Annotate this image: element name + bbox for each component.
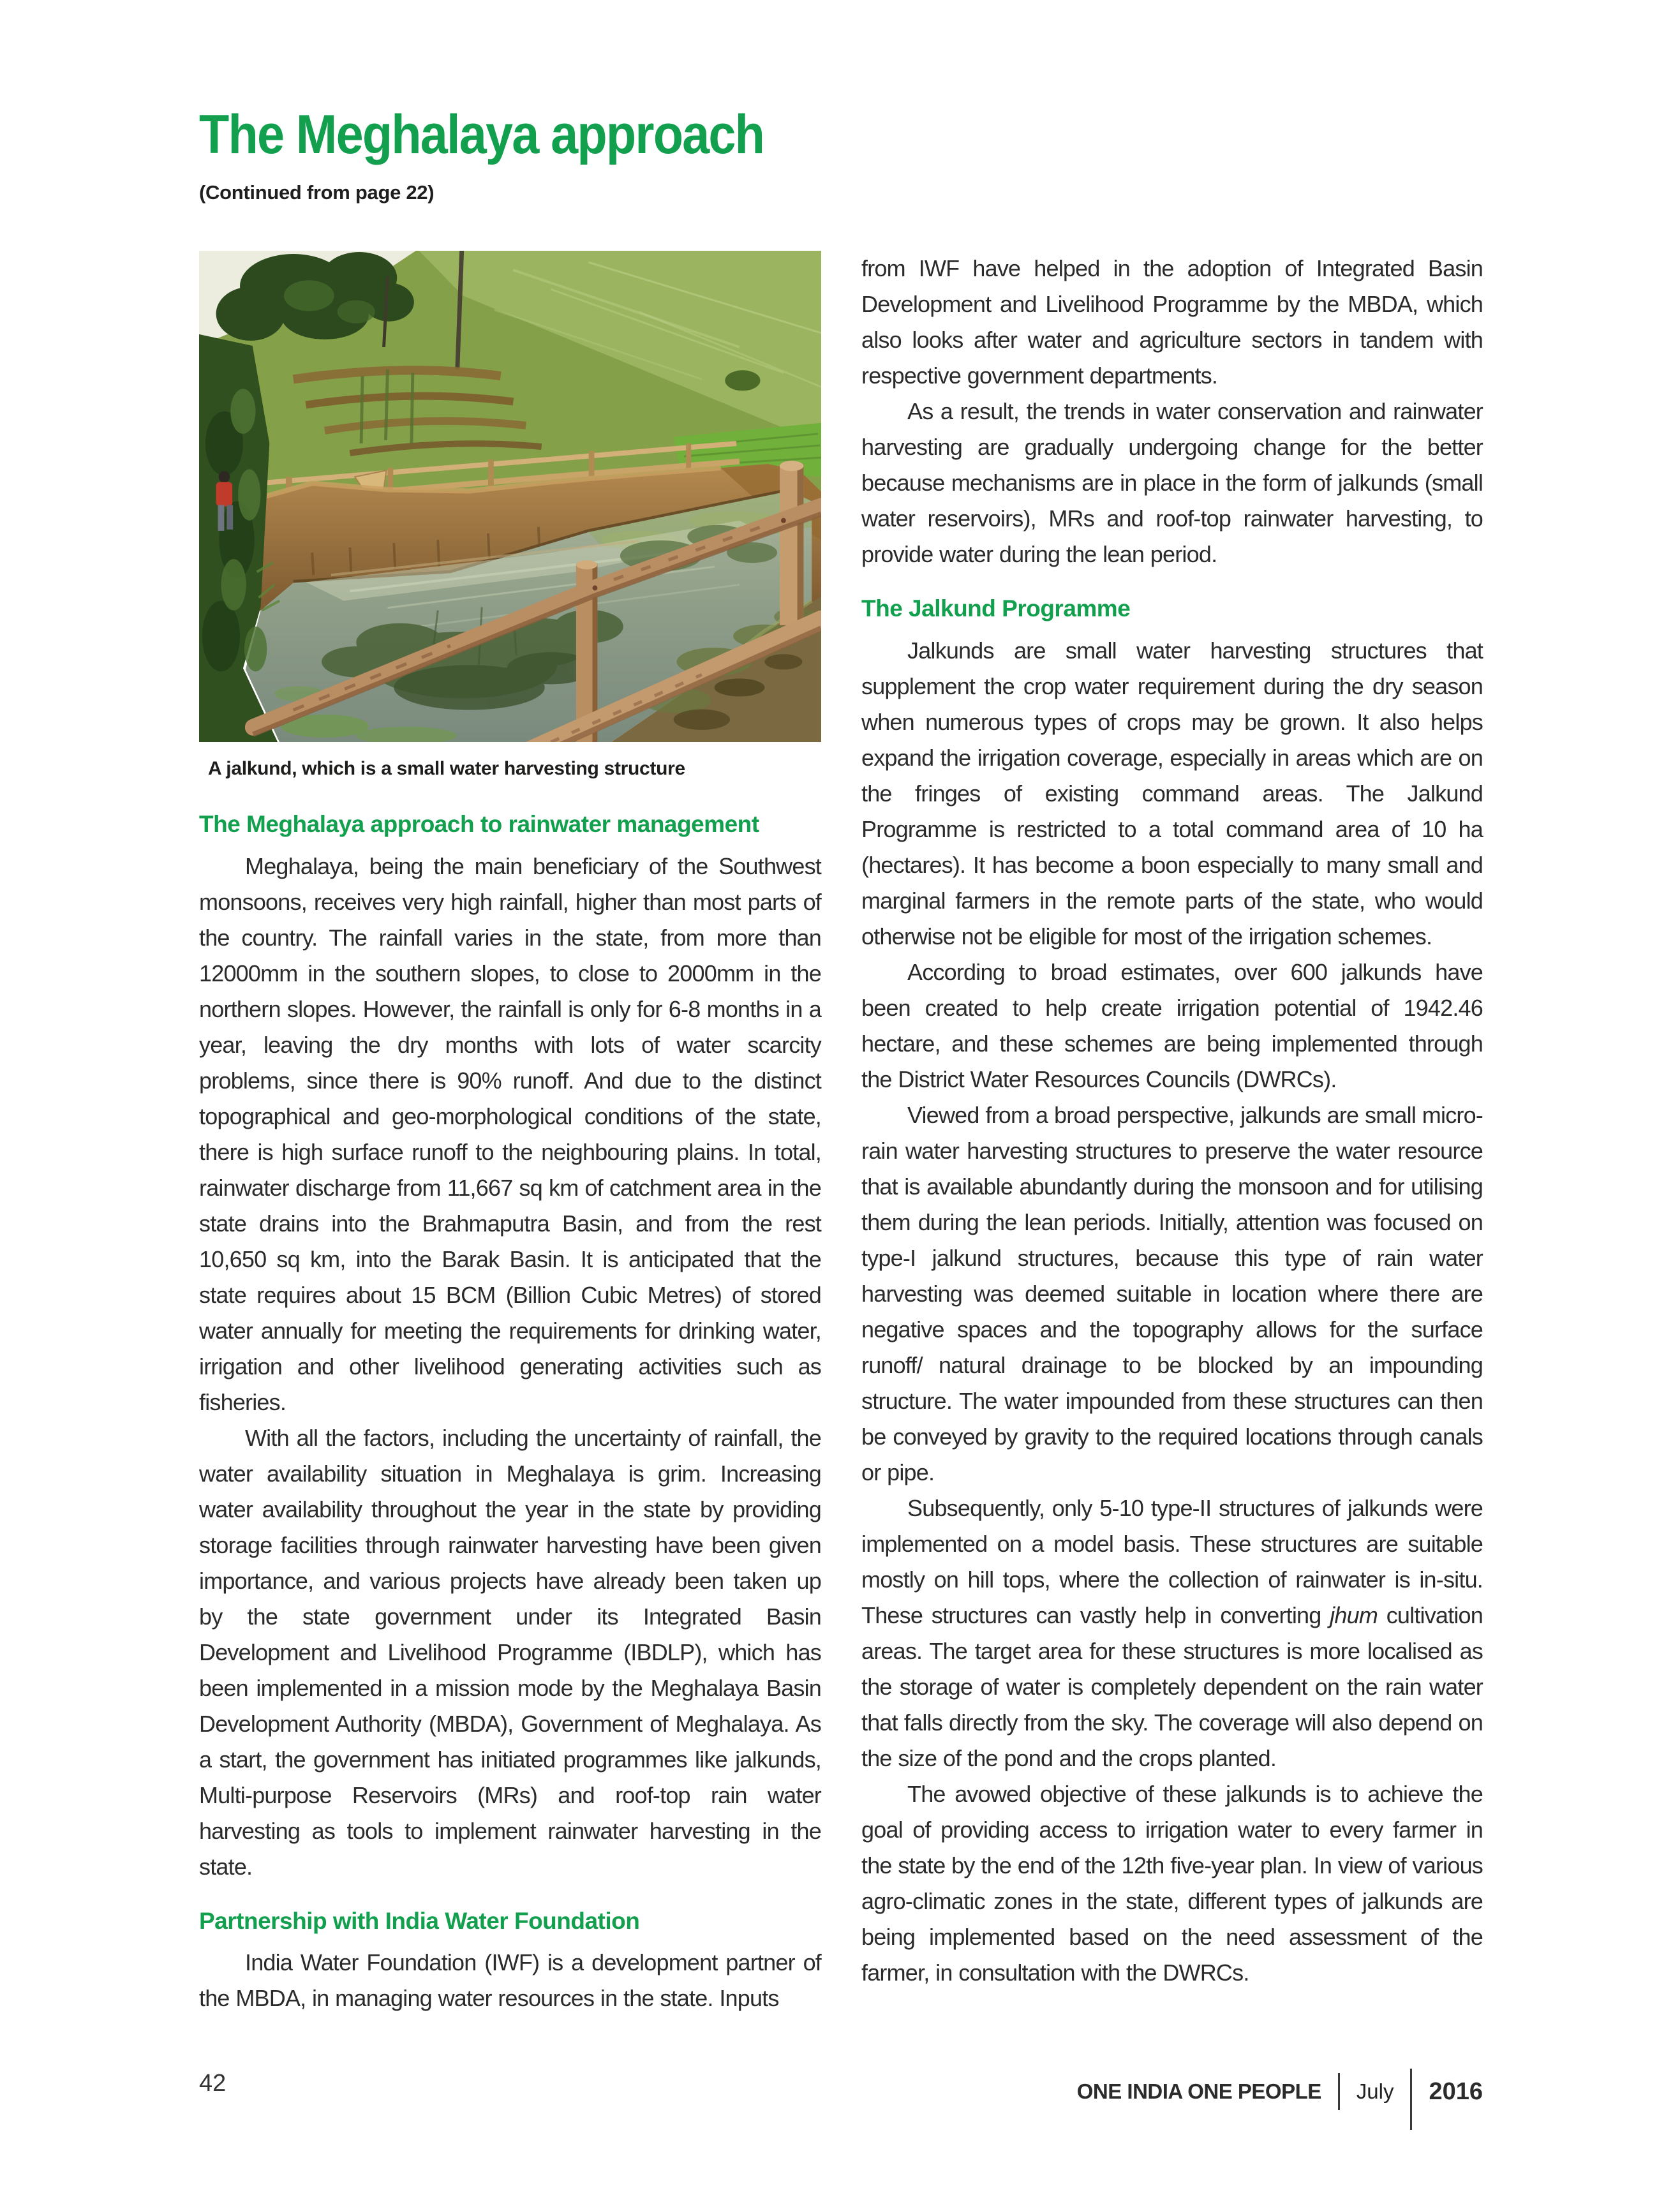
article-paragraph: from IWF have helped in the adoption of Integrated Basin Development and Livelihood Programme by the MBDA, which also looks after water and agriculture sectors in tandem with respective government departments. xyxy=(861,255,1483,389)
left-column xyxy=(199,251,821,2016)
left-column-body xyxy=(199,811,821,2016)
article-paragraph: India Water Foundation (IWF) is a development partner of the MBDA, in managing water resources in the state. Inputs xyxy=(199,1949,821,2012)
masthead xyxy=(199,104,827,204)
article-paragraph: Subsequently, only 5-10 type-II structures of jalkunds were implemented on a model basis. These structures are suitable mostly on hill tops, where the collection of rainwater is in-situ. These structures can vastly help in converting jhum cultivation areas. The target area for these structures is more localised as the storage of water is completely dependent on the rain water that falls directly from the sky. The coverage will also depend on the size of the pond and the crops planted. xyxy=(861,1494,1483,1771)
footer-divider-tall xyxy=(1410,2069,1412,2130)
section-heading: The Jalkund Programme xyxy=(861,595,1131,621)
footer-year: 2016 xyxy=(1429,2078,1483,2105)
article-paragraph: The avowed objective of these jalkunds is to achieve the goal of providing access to irrigation water to every farmer in the state by the end of the 12th five-year plan. In view of various agro-climatic zones in the state, different types of jalkunds are being implemented based on the need assessment of the farmer, in consultation with the DWRCs. xyxy=(861,1780,1483,1986)
page-footer xyxy=(199,2061,1483,2122)
footer-month: July xyxy=(1356,2079,1394,2103)
article-paragraph: Viewed from a broad perspective, jalkunds are small micro-rain water harvesting structures to preserve the water resource that is available abundantly during the monsoon and for utilising them during the lean periods. Initially, attention was focused on type-I jalkund structures, because this type of rain water harvesting was deemed suitable in location where there are negative spaces and the topography allows for the surface runoff/ natural drainage to be blocked by an impounding structure. The water impounded from these structures can then be conveyed by gravity to the required locations through canals or pipe. xyxy=(861,1101,1483,1485)
article-paragraph: With all the factors, including the uncertainty of rainfall, the water availability situation in Meghalaya is grim. Increasing water availability throughout the year in the state by providing storage facilities through rainwater harvesting have been given importance, and various projects have already been taken up by the state government under its Integrated Basin Development and Livelihood Programme (IBDLP), which has been implemented in a mission mode by the Meghalaya Basin Development Authority (MBDA), Government of Meghalaya. As a start, the government has initiated programmes like jalkunds, Multi-purpose Reservoirs (MRs) and roof-top rain water harvesting as tools to implement rainwater harvesting in the state. xyxy=(199,1424,821,1880)
article-columns xyxy=(199,251,1483,2016)
page-number: 42 xyxy=(199,2070,227,2097)
article-paragraph: Jalkunds are small water harvesting structures that supplement the crop water requirement during the dry season when numerous types of crops may be grown. It also helps expand the irrigation coverage, especially in areas which are on the fringes of existing command areas. The Jalkund Programme is restricted to a total command area of 10 ha (hectares). It has become a boon especially to many small and marginal farmers in the remote parts of the state, who would otherwise not be eligible for most of the irrigation schemes. xyxy=(861,637,1483,949)
section-heading: Partnership with India Water Foundation xyxy=(199,1907,640,1934)
magazine-name: ONE INDIA ONE PEOPLE xyxy=(1076,2079,1321,2103)
right-column xyxy=(861,251,1483,2016)
jalkund-photo-illustration xyxy=(199,251,821,742)
article-paragraph: According to broad estimates, over 600 jalkunds have been created to help create irrigation potential of 1942.46 hectare, and these schemes are being implemented through the District Water Resources Councils (DWRCs). xyxy=(861,958,1483,1092)
footer-divider xyxy=(1338,2073,1340,2110)
photo-caption: A jalkund, which is a small water harvesting structure xyxy=(208,758,685,779)
article-paragraph: Meghalaya, being the main beneficiary of the Southwest monsoons, receives very high rainfall, higher than most parts of the country. The rainfall varies in the state, from more than 12000mm in the southern slopes, to close to 2000mm in the northern slopes. However, the rainfall is only for 6-8 months in a year, leaving the dry months with lots of water scarcity problems, since there is 90% runoff. And due to the distinct topographical and geo-morphological conditions of the state, there is high surface runoff to the neighbouring plains. In total, rainwater discharge from 11,667 sq km of catchment area in the state drains into the Brahmaputra Basin, and from the rest 10,650 sq km, into the Barak Basin. It is anticipated that the state requires about 15 BCM (Billion Cubic Metres) of stored water annually for meeting the requirements for drinking water, irrigation and other livelihood generating activities such as fisheries. xyxy=(199,852,821,1415)
jalkund-photo xyxy=(199,251,821,742)
section-heading: The Meghalaya approach to rainwater management xyxy=(199,811,759,837)
footer-right xyxy=(1077,2061,1483,2122)
article-paragraph: As a result, the trends in water conservation and rainwater harvesting are gradually undergoing change for the better because mechanisms are in place in the form of jalkunds (small water reservoirs), MRs and roof-top rainwater harvesting, to provide water during the lean period. xyxy=(861,398,1483,567)
continued-note: (Continued from page 22) xyxy=(199,181,435,204)
page-title: The Meghalaya approach xyxy=(199,104,764,165)
